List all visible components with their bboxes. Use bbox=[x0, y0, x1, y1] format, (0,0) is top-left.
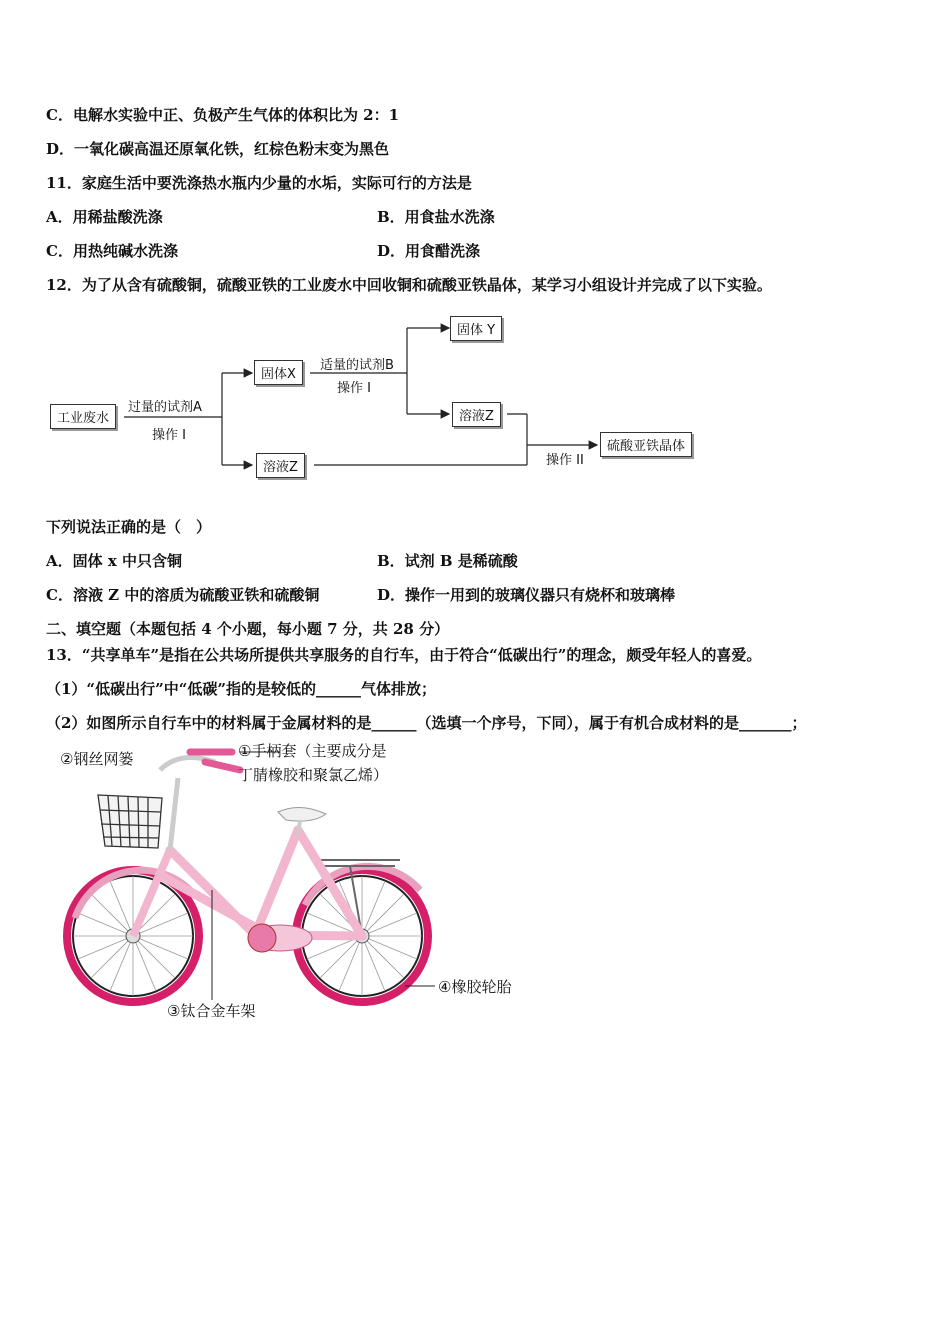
q12-option-a: A．固体 x 中只含铜 bbox=[46, 552, 183, 570]
q13-part-1: （1）“低碳出行”中“低碳”指的是较低的______气体排放； bbox=[46, 680, 436, 698]
q11-option-c: C．用热纯碱水洗涤 bbox=[46, 242, 178, 260]
q11-option-b: B．用食盐水洗涤 bbox=[377, 208, 495, 226]
box-solution-z1: 溶液Z bbox=[256, 453, 305, 478]
label-operation-1a: 操作 I bbox=[152, 428, 186, 443]
label-rubber-tire: ④橡胶轮胎 bbox=[438, 978, 512, 996]
q12-option-b: B．试剂 B 是稀硫酸 bbox=[377, 552, 518, 570]
label-handle-grip-line1: ①手柄套（主要成分是 bbox=[238, 742, 387, 760]
flowchart bbox=[0, 300, 950, 500]
q10-option-d: D．一氧化碳高温还原氧化铁，红棕色粉末变为黑色 bbox=[46, 140, 390, 158]
box-solution-z2: 溶液Z bbox=[452, 402, 501, 427]
label-reagent-a: 过量的试剂A bbox=[128, 400, 202, 415]
q12-option-c: C．溶液 Z 中的溶质为硫酸亚铁和硫酸铜 bbox=[46, 586, 320, 604]
label-operation-1b: 操作 I bbox=[337, 381, 371, 396]
box-solid-x: 固体X bbox=[254, 360, 303, 385]
q12-stem: 12．为了从含有硫酸铜，硫酸亚铁的工业废水中回收铜和硫酸亚铁晶体，某学习小组设计并完成了以下实验。 bbox=[46, 276, 772, 294]
q11-stem: 11．家庭生活中要洗涤热水瓶内少量的水垢，实际可行的方法是 bbox=[46, 174, 472, 192]
box-solid-y: 固体 Y bbox=[450, 316, 502, 341]
q13-stem: 13．“共享单车”是指在公共场所提供共享服务的自行车，由于符合“低碳出行”的理念，颇受年轻人的喜爱。 bbox=[46, 646, 762, 664]
label-handle-grip-line2: 丁腈橡胶和聚氯乙烯） bbox=[238, 766, 389, 784]
q12-question: 下列说法正确的是（ ） bbox=[46, 518, 212, 536]
q12-option-d: D．操作一用到的玻璃仪器只有烧杯和玻璃棒 bbox=[377, 586, 676, 604]
label-titanium-frame: ③钛合金车架 bbox=[167, 1002, 256, 1020]
box-industrial-wastewater: 工业废水 bbox=[50, 404, 116, 429]
box-ferrous-sulfate-crystal: 硫酸亚铁晶体 bbox=[600, 432, 692, 457]
label-wire-basket: ②钢丝网篓 bbox=[60, 750, 134, 768]
q11-option-a: A．用稀盐酸洗涤 bbox=[46, 208, 163, 226]
q10-option-c: C．电解水实验中正、负极产生气体的体积比为 2：1 bbox=[46, 106, 400, 124]
label-operation-2: 操作 II bbox=[546, 453, 584, 468]
basket bbox=[98, 795, 162, 848]
section-2-title: 二、填空题（本题包括 4 个小题，每小题 7 分，共 28 分） bbox=[46, 620, 450, 638]
q13-part-2: （2）如图所示自行车中的材料属于金属材料的是______（选填一个序号，下同），属于有机合成材料的是_______； bbox=[46, 714, 807, 732]
bicycle-figure bbox=[50, 740, 550, 1030]
label-reagent-b: 适量的试剂B bbox=[320, 358, 394, 373]
q11-option-d: D．用食醋洗涤 bbox=[377, 242, 481, 260]
